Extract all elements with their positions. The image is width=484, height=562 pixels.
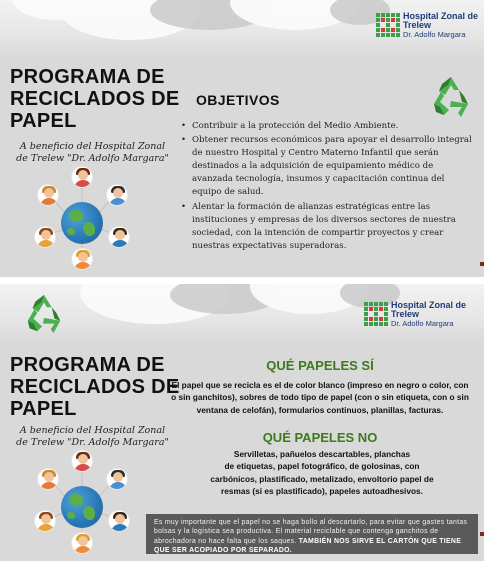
recycle-icon [22,292,66,336]
logo-subtitle: Dr. Adolfo Margara [403,29,466,39]
person-avatar [71,248,93,270]
page-title: PROGRAMA DE RECICLADOS DE PAPEL [10,66,180,132]
globe-icon [61,202,103,244]
hospital-logo [376,12,484,39]
page-title: PROGRAMA DE RECICLADOS DE PAPEL [10,354,180,420]
person-avatar [71,166,93,188]
edge-marker [480,262,484,266]
objetivos-title: OBJETIVOS [196,92,280,108]
hospital-logo-icon [364,302,388,326]
people-network-illustration [28,450,136,561]
person-avatar [106,468,128,490]
person-avatar [34,510,56,532]
person-avatar [71,532,93,554]
important-note [146,514,478,554]
papeles-no-text: Servilletas, pañuelos descartables, planchas de etiquetas, papel fotográfico, de golosinas, con carbónicos, plastificado, metalizado, envoltorio papel de resmas (si es plastificado), papeles autoadhesivos. [210,449,434,496]
person-avatar [34,226,56,248]
logo-subtitle: Dr. Adolfo Margara [391,318,454,328]
edge-marker [480,532,484,536]
slide-separator [0,277,484,284]
page-subtitle: A beneficio del Hospital Zonal de Trelew "Dr. Adolfo Margara" [16,141,169,164]
globe-icon [61,486,103,528]
objetivos-list [180,120,472,254]
papeles-si-title: QUÉ PAPELES SÍ [266,358,374,373]
page-subtitle: A beneficio del Hospital Zonal de Trelew "Dr. Adolfo Margara" [16,425,169,448]
person-avatar [108,226,130,248]
list-item: • Obtener recursos económicos para apoyar el desarrollo integral de nuestro Hospital y Centro Materno Infantil que serán destinados a la adquisición de equipamiento médico de avanzada tecnología, insumos y capacitación continua del equipo de salud. [180,134,472,199]
people-network-illustration [28,166,136,277]
person-avatar [71,450,93,472]
list-item: • Contribuir a la protección del Medio Ambiente. [180,120,472,133]
recycle-icon [428,74,474,120]
person-avatar [108,510,130,532]
person-avatar [106,184,128,206]
papeles-si-text: El papel que se recicla es el de color blanco (impreso en negro o color, con o sin ganchitos), sobres de todo tipo de papel (con o sin etiqueta, con o sin ventana de celofán), formularios continuos, planillas, facturas. [171,380,469,415]
list-item: • Alentar la formación de alianzas estratégicas entre las instituciones y empresas de los diversos sectores de nuestra sociedad, con la intención de compartir proyectos y crear nuestras expectativas superadoras. [180,201,472,253]
note-text: Es muy importante que el papel no se haga bollo al descartarlo, para evitar que gastes tantas bolsas y la logística sea productiva. El material reciclable que contenga ganchitos de abrochadora no hace falta que los saques. [154,519,468,545]
logo-name: Hospital Zonal de Trelew [391,300,467,320]
hospital-logo [364,301,484,328]
person-avatar [37,468,59,490]
papeles-no-title: QUÉ PAPELES NO [262,430,378,445]
note-bold-text: TAMBIÉN NOS SIRVE EL CARTÓN QUE TIENE QUE SER ACOPIADO POR SEPARADO. [154,537,462,554]
slide-que-papeles [0,284,484,561]
hospital-logo-icon [376,13,400,37]
slide-objetivos [0,0,484,277]
person-avatar [37,184,59,206]
logo-name: Hospital Zonal de Trelew [403,11,479,31]
